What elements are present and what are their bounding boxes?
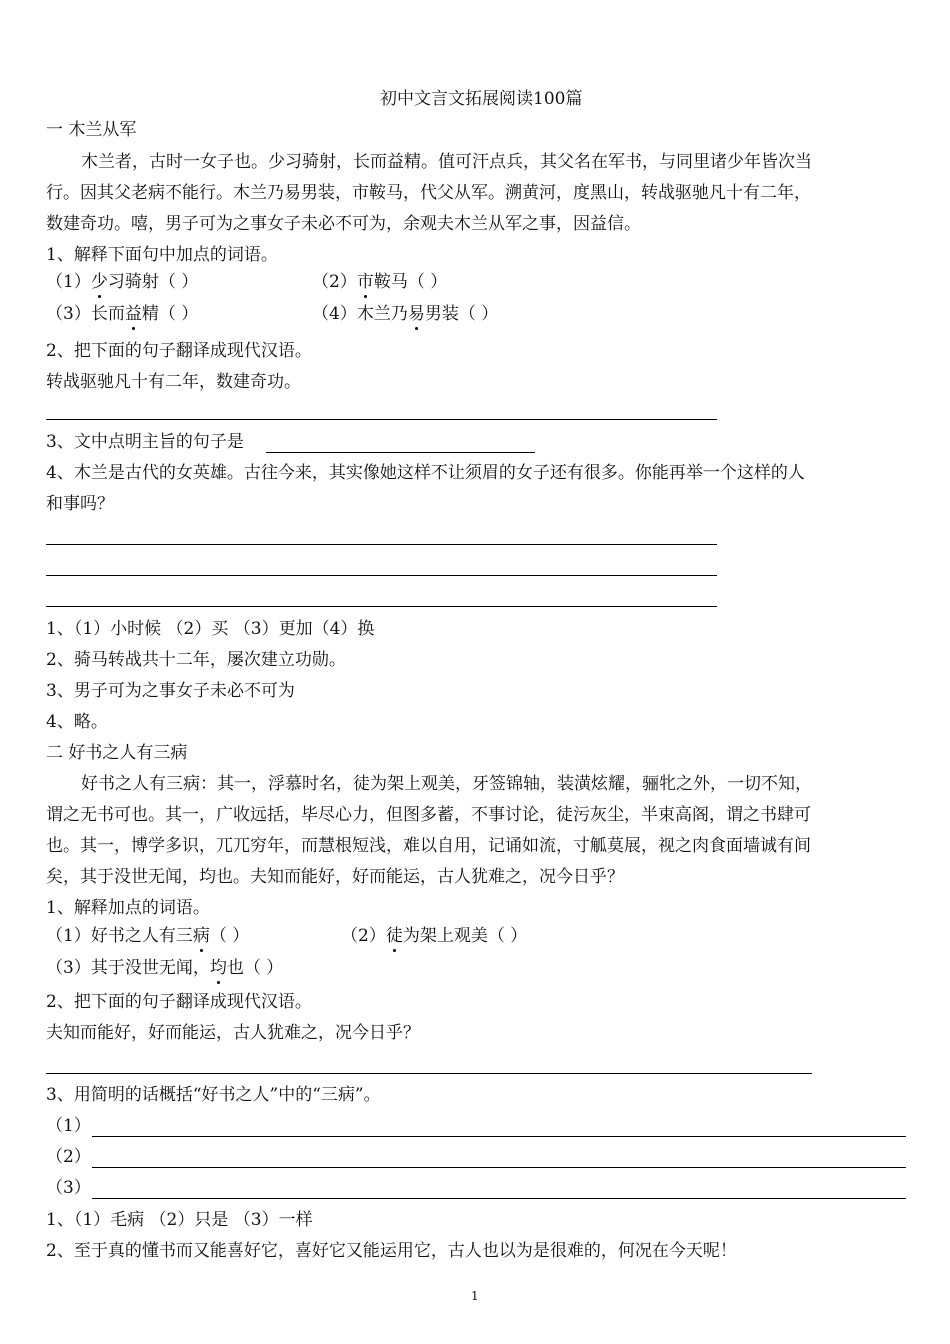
page-title: 初中文言文拓展阅读100篇 — [380, 89, 583, 109]
dotted-word: 病 — [192, 926, 210, 946]
s2-question-2: 2、把下面的句子翻译成现代汉语。 — [46, 992, 312, 1012]
dotted-word: 益 — [124, 304, 142, 324]
s2-paragraph-line: 矣，其于没世无闻，均也。夫知而能好，好而能运，古人犹难之，况今日乎？ — [46, 867, 624, 887]
answer-line — [92, 1198, 906, 1199]
dotted-word: 易 — [407, 304, 425, 324]
item-suffix: 精（ ） — [141, 304, 199, 324]
item-prefix: （1） — [46, 272, 91, 292]
s2-question-2-sentence: 夫知而能好，好而能运，古人犹难之，况今日乎？ — [46, 1023, 420, 1043]
answer-line — [46, 1073, 812, 1074]
s1-paragraph-line: 行。因其父老病不能行。木兰乃易男装，市鞍马，代父从军。溯黄河，度黑山，转战驱驰凡十有二年， — [46, 183, 811, 203]
item-suffix: 男装（ ） — [424, 304, 499, 324]
page-number: 1 — [471, 1289, 479, 1303]
item-prefix: （2） — [341, 926, 386, 946]
item-suffix: （ ） — [209, 926, 250, 946]
item-prefix: （3）长而 — [46, 304, 125, 324]
s1-question-2-sentence: 转战驱驰凡十有二年，数建奇功。 — [46, 372, 301, 392]
answer-line — [92, 1136, 906, 1137]
s1-question-4-line: 和事吗？ — [46, 494, 114, 514]
dotted-word: 市 — [356, 272, 374, 292]
item-prefix: （3）其于没世无闻， — [46, 958, 210, 978]
item-suffix: 鞍马（ ） — [373, 272, 448, 292]
s1-q1-item-3 — [46, 302, 198, 326]
s2-q1-item-2 — [341, 924, 527, 948]
answer-line — [46, 419, 717, 420]
section-2-heading: 二 好书之人有三病 — [46, 743, 188, 763]
s1-q1-item-2 — [312, 270, 447, 294]
s1-answer-1: 1、（1）小时候 （2）买 （3）更加（4）换 — [46, 619, 375, 639]
s2-paragraph-line: 谓之无书可也。其一，广收远括，毕尽心力，但图多蓄，不事讨论，徒污灰尘，半束高阁，谓之书肆可 — [46, 805, 811, 825]
s1-q1-item-1 — [46, 270, 198, 294]
item-suffix: 也（ ） — [226, 958, 284, 978]
section-1-heading: 一 木兰从军 — [46, 120, 137, 140]
s1-paragraph-line: 木兰者，古时一女子也。少习骑射，长而益精。值可汗点兵，其父名在军书，与同里诸少年皆次当 — [81, 152, 812, 172]
s2-q1-item-3 — [46, 956, 283, 980]
s1-q1-item-4 — [312, 302, 498, 326]
dotted-word: 均 — [209, 958, 227, 978]
s2-paragraph-line: 好书之人有三病：其一，浮慕时名，徒为架上观美，牙签锦轴，装潢炫耀，骊牝之外，一切不知， — [81, 774, 812, 794]
s2-q3-label: （1） — [46, 1116, 91, 1136]
s2-paragraph-line: 也。其一，博学多识，兀兀穷年，而慧根短浅，难以自用，记诵如流，寸觚莫展，视之肉食面墙诚有间 — [46, 836, 811, 856]
answer-line — [46, 544, 717, 545]
s1-answer-3: 3、男子可为之事女子未必不可为 — [46, 681, 295, 701]
dotted-word: 徒 — [385, 926, 403, 946]
item-prefix: （1）好书之人有三 — [46, 926, 193, 946]
s1-answer-4: 4、略。 — [46, 712, 108, 732]
s2-answer-2: 2、至于真的懂书而又能喜好它，喜好它又能运用它，古人也以为是很难的，何况在今天呢！ — [46, 1241, 737, 1261]
dotted-word: 少 — [90, 272, 108, 292]
s1-paragraph-line: 数建奇功。嘻，男子可为之事女子未必不可为，余观夫木兰从军之事，因益信。 — [46, 214, 641, 234]
s1-question-1: 1、解释下面句中加点的词语。 — [46, 245, 278, 265]
s2-q1-item-1 — [46, 924, 249, 948]
s2-question-1: 1、解释加点的词语。 — [46, 898, 210, 918]
s1-question-4-line: 4、木兰是古代的女英雄。古往今来，其实像她这样不让须眉的女子还有很多。你能再举一个这样的人 — [46, 463, 805, 483]
answer-line — [92, 1167, 906, 1168]
s2-q3-label: （3） — [46, 1178, 91, 1198]
item-prefix: （2） — [312, 272, 357, 292]
s2-q3-label: （2） — [46, 1147, 91, 1167]
answer-line — [266, 452, 535, 453]
answer-line — [46, 606, 717, 607]
item-prefix: （4）木兰乃 — [312, 304, 408, 324]
s2-answer-1: 1、（1）毛病 （2）只是 （3）一样 — [46, 1210, 313, 1230]
s1-answer-2: 2、骑马转战共十二年，屡次建立功勋。 — [46, 650, 346, 670]
answer-line — [46, 575, 717, 576]
item-suffix: 为架上观美（ ） — [402, 926, 528, 946]
s1-question-2: 2、把下面的句子翻译成现代汉语。 — [46, 341, 312, 361]
s2-question-3: 3、用简明的话概括“好书之人”中的“三病”。 — [46, 1085, 381, 1105]
item-suffix: 习骑射（ ） — [107, 272, 199, 292]
s1-question-3: 3、文中点明主旨的句子是 — [46, 432, 244, 452]
